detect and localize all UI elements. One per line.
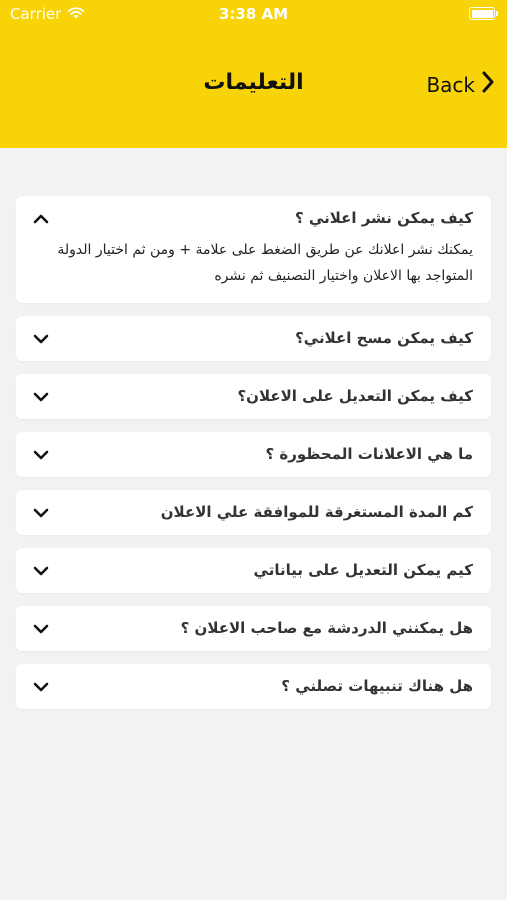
faq-header[interactable] <box>16 374 491 419</box>
back-label: Back <box>426 72 475 97</box>
faq-item <box>16 606 491 651</box>
chevron-down-icon[interactable] <box>32 330 50 348</box>
faq-header[interactable] <box>16 432 491 477</box>
faq-header[interactable] <box>16 316 491 361</box>
faq-question: هل يمكنني الدردشة مع صاحب الاعلان ؟ <box>180 619 473 637</box>
faq-header[interactable] <box>16 606 491 651</box>
faq-item <box>16 490 491 535</box>
faq-question: كيف يمكن نشر اعلاني ؟ <box>294 209 473 227</box>
faq-question: كيف يمكن التعديل على الاعلان؟ <box>237 387 473 405</box>
chevron-down-icon[interactable] <box>32 388 50 406</box>
faq-list <box>16 196 491 722</box>
faq-header[interactable] <box>16 196 491 241</box>
faq-question: ما هي الاعلانات المحظورة ؟ <box>265 445 473 463</box>
chevron-down-icon[interactable] <box>32 562 50 580</box>
faq-answer: يمكنك نشر اعلانك عن طريق الضغط على علامة + ومن ثم اختيار الدولة المتواجد بها الاعلان واختيار التصنيف ثم نشره <box>57 242 473 284</box>
faq-item <box>16 316 491 361</box>
faq-header[interactable] <box>16 664 491 709</box>
chevron-down-icon[interactable] <box>32 446 50 464</box>
chevron-up-icon[interactable] <box>32 210 50 228</box>
page-title: التعليمات <box>203 70 304 95</box>
chevron-right-icon <box>481 70 495 99</box>
faq-item <box>16 548 491 593</box>
status-bar <box>0 0 507 28</box>
faq-item <box>16 664 491 709</box>
faq-question: كم المدة المستغرقة للموافقة علي الاعلان <box>160 503 473 521</box>
faq-item <box>16 374 491 419</box>
faq-header[interactable] <box>16 490 491 535</box>
nav-header <box>0 0 507 148</box>
faq-item <box>16 196 491 303</box>
faq-question: كيف يمكن مسح اعلاني؟ <box>295 329 473 347</box>
chevron-down-icon[interactable] <box>32 620 50 638</box>
back-button[interactable] <box>426 70 495 99</box>
faq-header[interactable] <box>16 548 491 593</box>
faq-question: هل هناك تنبيهات تصلني ؟ <box>281 677 473 695</box>
faq-item <box>16 432 491 477</box>
chevron-down-icon[interactable] <box>32 504 50 522</box>
chevron-down-icon[interactable] <box>32 678 50 696</box>
carrier-label: Carrier <box>10 5 62 23</box>
status-time: 3:38 AM <box>218 5 289 23</box>
faq-question: كيم يمكن التعديل على بياناتي <box>253 561 473 579</box>
battery-icon <box>469 7 495 20</box>
